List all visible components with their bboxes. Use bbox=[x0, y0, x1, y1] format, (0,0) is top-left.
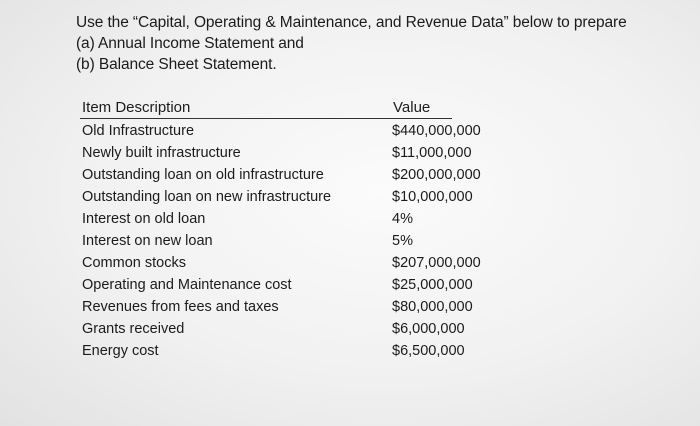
row-value: $440,000,000 bbox=[392, 123, 481, 139]
row-value: $25,000,000 bbox=[392, 277, 473, 293]
row-value: 5% bbox=[392, 233, 413, 249]
header-item-description: Item Description bbox=[82, 99, 191, 116]
row-value: 4% bbox=[392, 211, 413, 227]
table-row bbox=[80, 120, 530, 142]
table-row bbox=[80, 208, 530, 230]
table-row bbox=[80, 164, 530, 186]
table-row bbox=[80, 252, 530, 274]
table-row bbox=[80, 340, 530, 362]
row-value: $10,000,000 bbox=[392, 189, 473, 205]
row-description: Energy cost bbox=[82, 343, 159, 359]
row-description: Interest on old loan bbox=[82, 211, 206, 227]
table-row bbox=[80, 142, 530, 164]
row-description: Grants received bbox=[82, 321, 185, 337]
row-description: Interest on new loan bbox=[82, 233, 213, 249]
table-row bbox=[80, 296, 530, 318]
table-header bbox=[80, 98, 452, 119]
row-description: Common stocks bbox=[82, 255, 186, 271]
row-value: $207,000,000 bbox=[392, 255, 481, 271]
data-table bbox=[80, 98, 530, 362]
row-value: $6,500,000 bbox=[392, 343, 465, 359]
instruction-line-3: (b) Balance Sheet Statement. bbox=[76, 56, 277, 73]
instruction-line-2: (a) Annual Income Statement and bbox=[76, 35, 304, 52]
table-row bbox=[80, 186, 530, 208]
table-body bbox=[80, 119, 530, 362]
table-row bbox=[80, 230, 530, 252]
row-description: Newly built infrastructure bbox=[82, 145, 241, 161]
instruction-line-1: Use the “Capital, Operating & Maintenance, and Revenue Data” below to prepare bbox=[76, 14, 627, 31]
instructions-block bbox=[76, 12, 676, 75]
table-row bbox=[80, 274, 530, 296]
table-row bbox=[80, 318, 530, 340]
row-description: Old Infrastructure bbox=[82, 123, 195, 139]
row-value: $6,000,000 bbox=[392, 321, 465, 337]
row-description: Outstanding loan on old infrastructure bbox=[82, 167, 324, 183]
row-value: $200,000,000 bbox=[392, 167, 481, 183]
row-value: $80,000,000 bbox=[392, 299, 473, 315]
row-value: $11,000,000 bbox=[392, 145, 472, 161]
row-description: Operating and Maintenance cost bbox=[82, 277, 292, 293]
row-description: Revenues from fees and taxes bbox=[82, 299, 279, 315]
header-value: Value bbox=[393, 99, 431, 116]
row-description: Outstanding loan on new infrastructure bbox=[82, 189, 332, 205]
